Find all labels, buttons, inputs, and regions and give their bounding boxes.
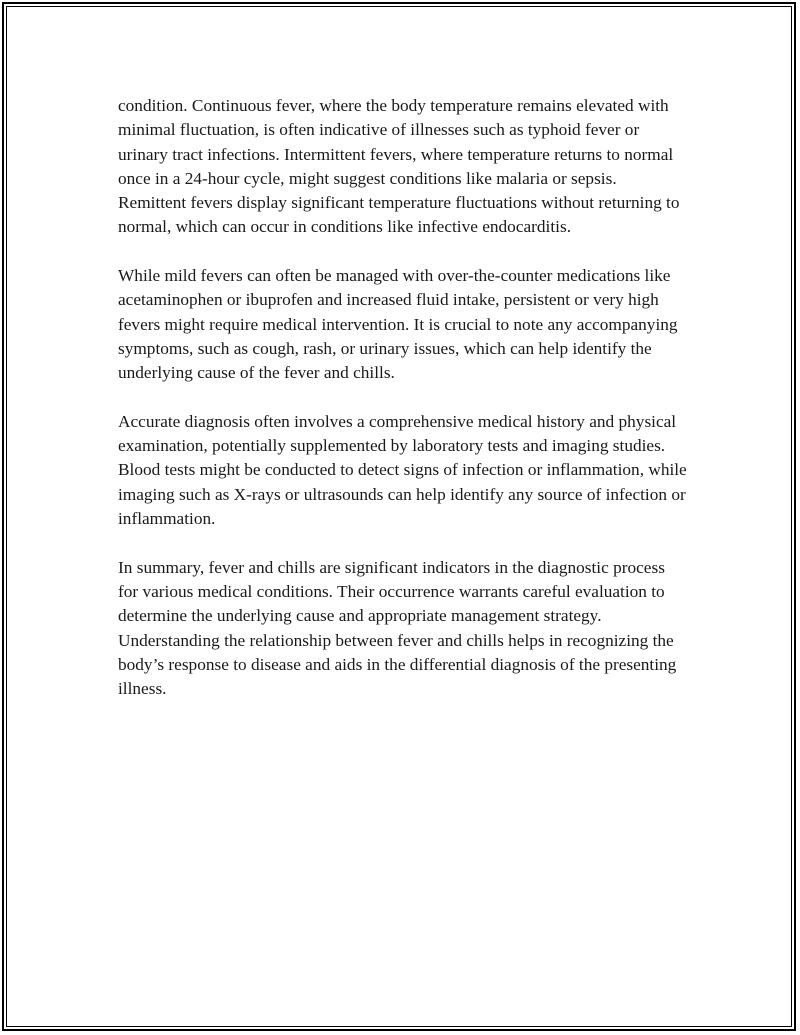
paragraph-diagnosis: Accurate diagnosis often involves a comprehensive medical history and physical examination, potentially supplemented by laboratory tests and imaging studies. Blood tests might be conducted to detect signs of infection or inflammation, while imaging such as X-rays or ultrasounds can help identify any source of infection or inflammation. (118, 411, 687, 529)
paragraph-summary: In summary, fever and chills are significant indicators in the diagnostic process for various medical conditions. Their occurrence warrants careful evaluation to determine the underlying cause and appropriate management strategy. Understanding the relationship between fever and chills helps in recognizing the body’s response to disease and aids in the differential diagnosis of the presenting illness. (118, 557, 677, 699)
paragraph-fever-patterns: condition. Continuous fever, where the body temperature remains elevated with minimal fluctuation, is often indicative of illnesses such as typhoid fever or urinary tract infections. Intermittent fevers, where temperature returns to normal once in a 24-hour cycle, might suggest conditions like malaria or sepsis. Remittent fevers display significant temperature fluctuations without returning to normal, which can occur in conditions like infective endocarditis. (118, 96, 680, 237)
paragraph-management: While mild fevers can often be managed with over-the-counter medications like acetaminophen or ibuprofen and increased fluid intake, persistent or very high fevers might require medical intervention. It is crucial to note any accompanying symptoms, such as cough, rash, or urinary issues, which can help identify the underlying cause of the fever and chills. (118, 266, 678, 383)
document-body (118, 94, 688, 726)
